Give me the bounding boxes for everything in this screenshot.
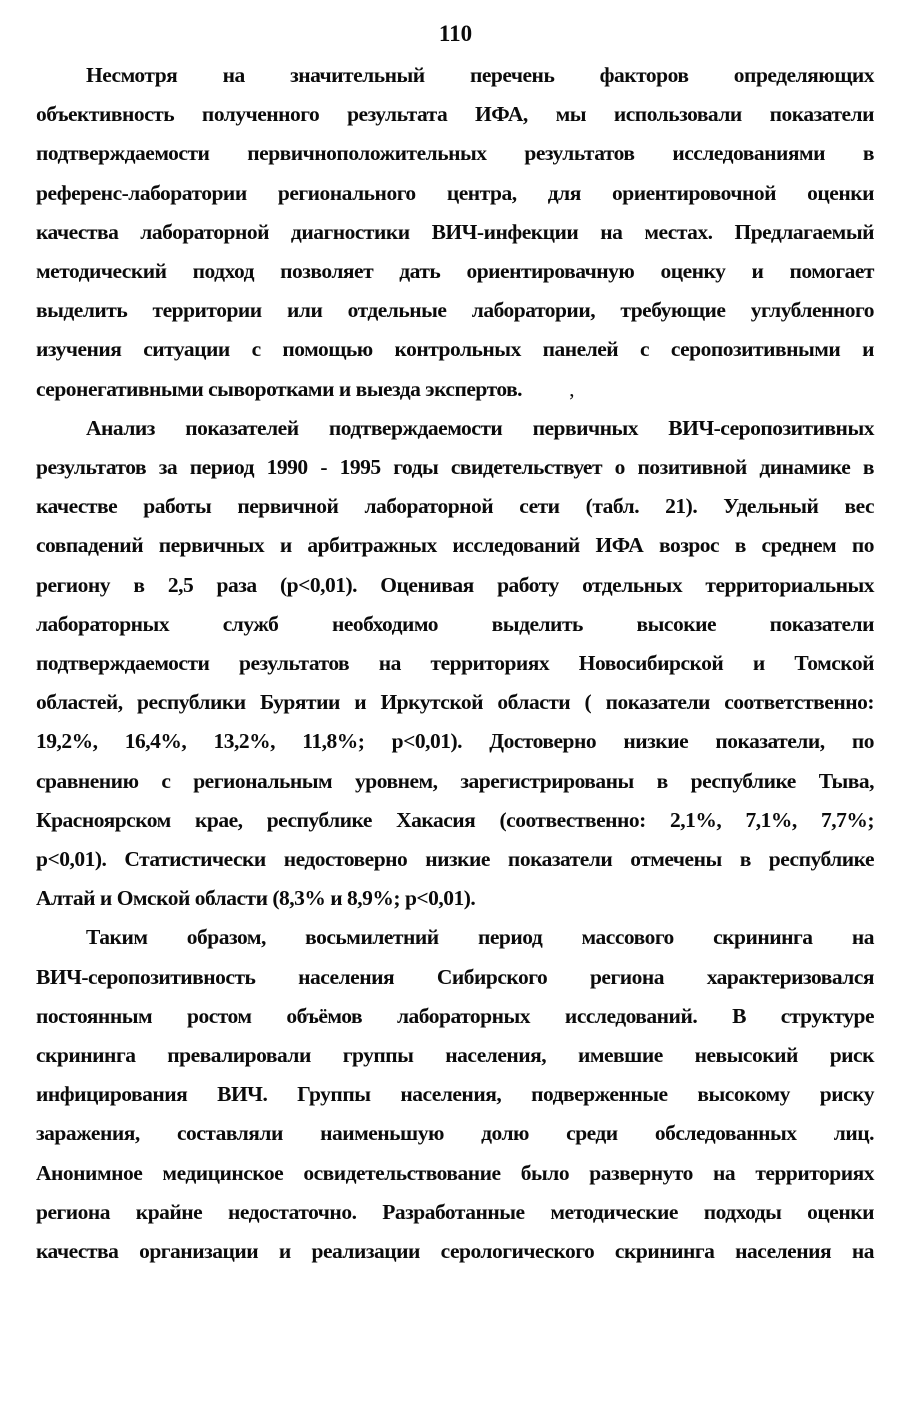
paragraph-1: [36, 56, 874, 409]
paragraph-line: выделить территории или отдельные лаборатории, требующие углубленного: [36, 298, 874, 323]
paragraph-line: качества организации и реализации серологического скрининга населения на: [36, 1239, 874, 1264]
paragraph-line: подтверждаемости результатов на территориях Новосибирской и Томской: [36, 651, 874, 676]
paragraph-line: совпадений первичных и арбитражных исследований ИФА возрос в среднем по: [36, 533, 874, 558]
paragraph-line: методический подход позволяет дать ориентировачную оценку и помогает: [36, 259, 874, 284]
paragraph-line: подтверждаемости первичноположительных результатов исследованиями в: [36, 141, 874, 166]
paragraph-line: Красноярском крае, республике Хакасия (соотвественно: 2,1%, 7,1%, 7,7%;: [36, 807, 874, 832]
paragraph-line: постоянным ростом объёмов лабораторных исследований. В структуре: [36, 1003, 874, 1028]
paragraph-line: качестве работы первичной лабораторной сети (табл. 21). Удельный вес: [36, 494, 874, 519]
paragraph-line: Алтай и Омской области (8,3% и 8,9%; р<0,01).: [36, 886, 476, 911]
paragraph-line: Несмотря на значительный перечень факторов определяющих: [86, 63, 874, 87]
paragraph-line: 19,2%, 16,4%, 13,2%, 11,8%; р<0,01). Достоверно низкие показатели, по: [36, 729, 874, 754]
paragraph-line: региона крайне недостаточно. Разработанные методические подходы оценки: [36, 1199, 874, 1224]
paragraph-line: качества лабораторной диагностики ВИЧ-инфекции на местах. Предлагаемый: [36, 219, 874, 244]
paragraph-line: скрининга превалировали группы населения, имевшие невысокий риск: [36, 1043, 874, 1068]
paragraph-line-text: серонегативными сыворотками и выезда экспертов.: [36, 376, 523, 401]
body-text: [36, 56, 874, 1271]
paragraph-line: региону в 2,5 раза (р<0,01). Оценивая работу отдельных территориальных: [36, 572, 874, 597]
paragraph-line: сравнению с региональным уровнем, зарегистрированы в республике Тыва,: [36, 768, 874, 793]
paragraph-line: референс-лаборатории регионального центра, для ориентировочной оценки: [36, 180, 874, 205]
paragraph-line: заражения, составляли наименьшую долю среди обследованных лиц.: [36, 1121, 874, 1146]
paragraph-line: ВИЧ-серопозитивность населения Сибирского региона характеризовался: [36, 964, 874, 989]
page-number: 110: [438, 21, 473, 46]
paragraph-line-last: [36, 370, 874, 409]
paragraph-line: лабораторных служб необходимо выделить высокие показатели: [36, 611, 874, 636]
paragraph-line: р<0,01). Статистически недостоверно низкие показатели отмечены в республике: [36, 847, 874, 872]
paragraph-line: инфицирования ВИЧ. Группы населения, подверженные высокому риску: [36, 1082, 874, 1107]
paragraph-line: Анонимное медицинское освидетельствование было развернуто на территориях: [36, 1160, 874, 1185]
paragraph-line: Анализ показателей подтверждаемости первичных ВИЧ-серопозитивных: [86, 415, 874, 440]
paragraph-line: объективность полученного результата ИФА, мы использовали показатели: [36, 102, 874, 127]
paragraph-3: [36, 918, 874, 1271]
paragraph-line: Таким образом, восьмилетний период массового скрининга на: [86, 925, 874, 950]
paragraph-2: [36, 409, 874, 919]
stray-mark: ‚: [568, 376, 575, 401]
paragraph-line: изучения ситуации с помощью контрольных панелей с серопозитивными и: [36, 337, 874, 362]
paragraph-line: результатов за период 1990 - 1995 годы свидетельствует о позитивной динамике в: [36, 455, 874, 480]
paragraph-line: областей, республики Бурятии и Иркутской области ( показатели соответственно:: [36, 690, 874, 715]
